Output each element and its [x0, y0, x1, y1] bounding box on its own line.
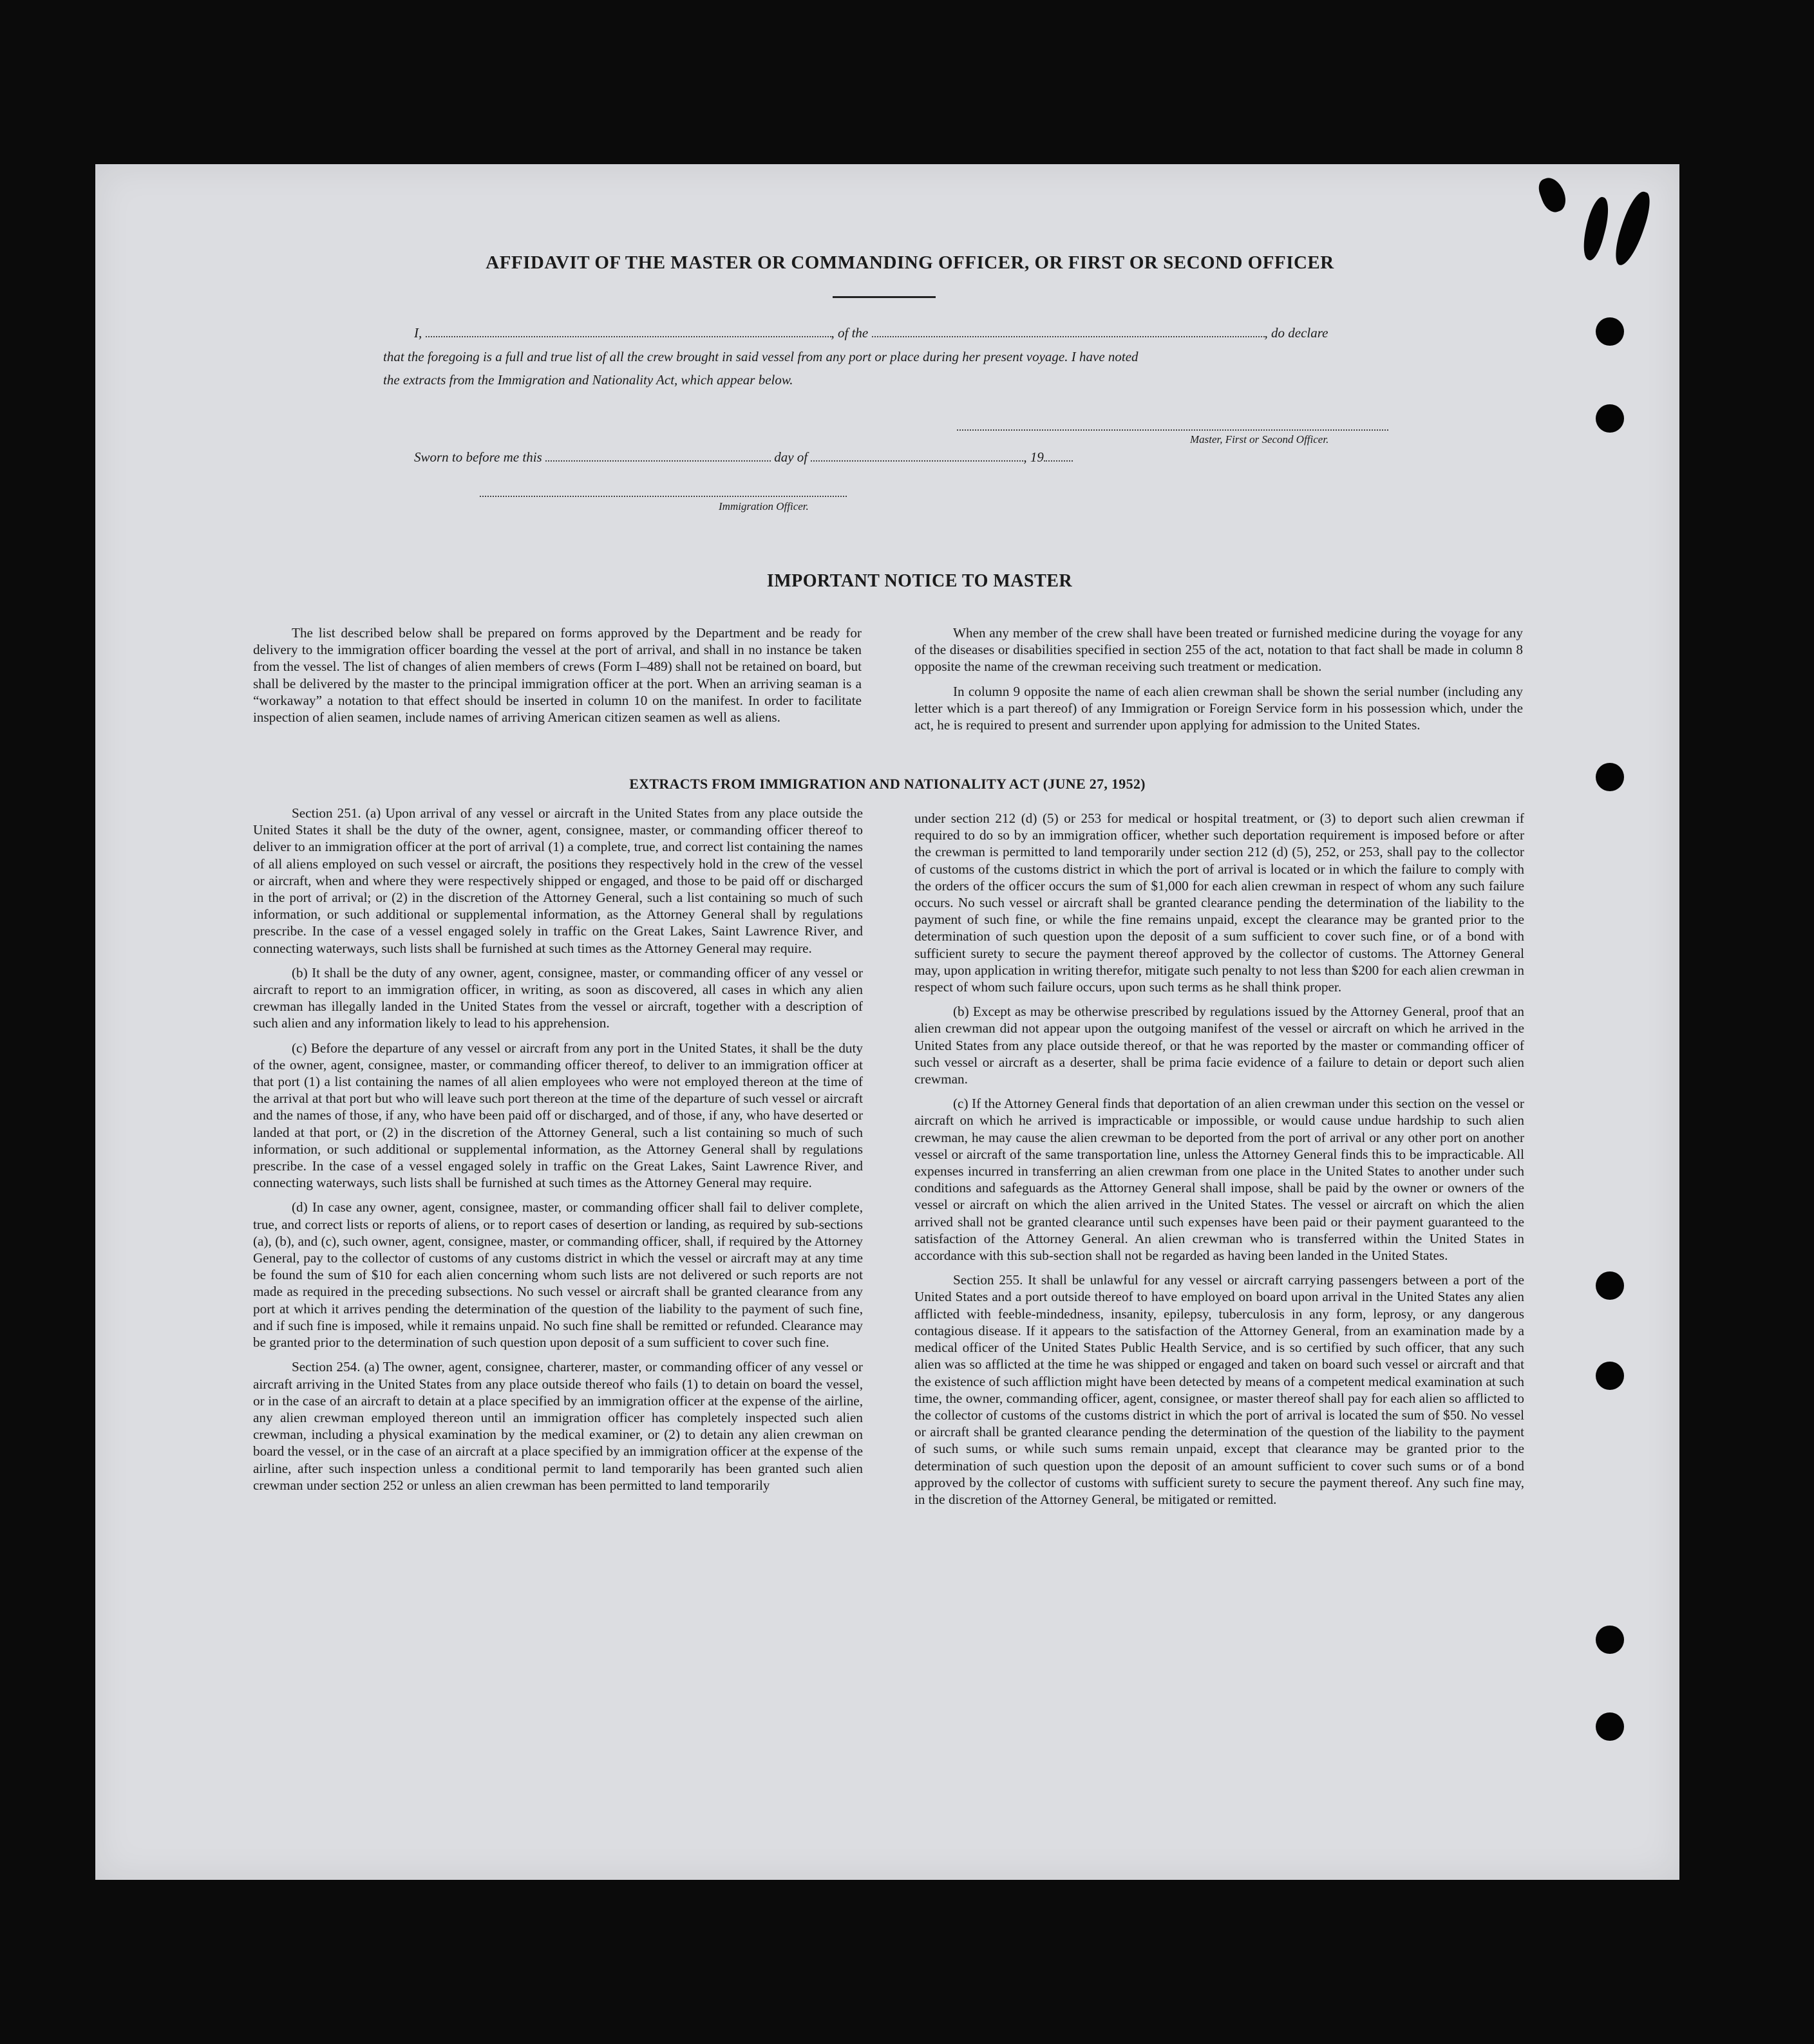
of-the-label: , of the [831, 325, 869, 341]
notice-left-column [253, 624, 862, 733]
statute-paragraph: Section 254. (a) The owner, agent, consignee, charterer, master, or commanding officer of any vessel or aircraft arriving in the United States from any place outside thereof who fails (1) to detain on board the vessel, or in the case of an aircraft to detain at a place specified by an immigration officer at the expense of the airline, any alien crewman employed thereon until an immigration officer has completely inspected such alien crewman, including a physical examination by the medical examiner, or (2) to detain any alien crewman on board the vessel, or in the case of an aircraft at a place specified by an immigration officer at the expense of the airline, after such inspection unless a conditional permit to land temporarily has been granted such alien crewman under section 252 or unless an alien crewman has been permitted to land temporarily [253, 1359, 863, 1493]
document-page [95, 164, 1679, 1880]
binder-hole [1596, 1362, 1624, 1390]
notice-right-column [914, 624, 1523, 741]
binder-hole [1596, 1626, 1624, 1654]
torn-corner-mark [1536, 174, 1570, 216]
day-of-label: day of [774, 449, 808, 465]
torn-edge-mark [1578, 195, 1614, 262]
binder-hole [1596, 1271, 1624, 1300]
immigration-officer-caption: Immigration Officer. [719, 500, 809, 512]
immigration-officer-signature-line[interactable] [480, 496, 847, 497]
do-declare-label: , do declare [1264, 325, 1328, 341]
sworn-day-field[interactable] [545, 460, 771, 462]
sworn-label: Sworn to before me this [414, 449, 542, 465]
binder-hole [1596, 317, 1624, 346]
declarant-name-field[interactable] [426, 336, 831, 337]
notice-title: IMPORTANT NOTICE TO MASTER [766, 571, 1073, 591]
statute-paragraph: (b) It shall be the duty of any owner, agent, consignee, master, or commanding officer of any vessel or aircraft to report to an immigration officer, in writing, as soon as discovered, all cases in which any alien crewman has illegally landed in the United States from the vessel or aircraft, together with a description of such alien and any information likely to lead to his apprehension. [253, 964, 863, 1031]
binder-hole [1596, 1712, 1624, 1741]
torn-edge-mark [1610, 189, 1654, 269]
statute-paragraph: (c) Before the departure of any vessel or aircraft from any port in the United States, it shall be the duty of the owner, agent, consignee, master, or commanding officer thereof, to deliver to an immigration officer at that port (1) a list containing the names of all alien employees who were not employed thereon at the time of the arrival at that port but who will leave such port thereon at the time of the departure of such vessel or aircraft and the names of those, if any, who have been paid off or discharged, and of those, if any, who have deserted or landed at that port, or (2) in the discretion of the Attorney General, such a list containing so much of such information, or such additional or supplemental information, as the Attorney General shall by regulations prescribe. In the case of a vessel engaged solely in traffic on the Great Lakes, Saint Lawrence River, and connecting waterways, such lists shall be furnished at such times as the Attorney General may require. [253, 1040, 863, 1191]
title-underline [833, 296, 936, 298]
sworn-month-field[interactable] [811, 460, 1023, 462]
vessel-name-field[interactable] [872, 336, 1265, 337]
extracts-title: EXTRACTS FROM IMMIGRATION AND NATIONALITY ACT (JUNE 27, 1952) [629, 776, 1146, 792]
notice-paragraph: In column 9 opposite the name of each alien crewman shall be shown the serial number (including any letter which is a part thereof) of any Immigration or Foreign Service form in his possession which, under the act, he is required to present and surrender upon applying for admission to the United States. [914, 683, 1523, 733]
sworn-year-field[interactable] [1044, 460, 1073, 462]
binder-hole [1596, 404, 1624, 433]
sworn-line [414, 449, 1251, 465]
affidavit-declaration-line [414, 325, 1483, 341]
notice-paragraph: The list described below shall be prepared on forms approved by the Department and be ready for delivery to the immigration officer boarding the vessel at the port of arrival, and shall in no instance be taken from the vessel. The list of changes of alien members of crews (Form I–489) shall not be retained on board, but shall be delivered by the master to the principal immigration officer at the port. When an arriving seaman is a “workaway” a notation to that effect should be inserted in column 10 on the manifest. In order to facilitate inspection of alien seamen, include names of arriving American citizen seamen as well as aliens. [253, 625, 862, 726]
statute-paragraph: Section 255. It shall be unlawful for any vessel or aircraft carrying passengers between a port of the United States and a port outside thereof to have employed on board upon arrival in the United States any alien afflicted with feeble-mindedness, insanity, epilepsy, tuberculosis in any form, leprosy, or any dangerous contagious disease. If it appears to the satisfaction of the Attorney General, from an examination made by a medical officer of the United States Public Health Service, and is so certified by such officer, that any such alien was so afflicted at the time he was shipped or engaged and taken on board such vessel or aircraft and that the existence of such affliction might have been detected by means of a competent medical examination at such time, the owner, commanding officer, agent, consignee, or master thereof shall pay for each alien so afflicted to the collector of customs of the customs district in which the port of arrival is located the sum of $50. No vessel or aircraft shall be granted clearance pending the determination of the question of the liability to the payment of such sums, or while such sums remain unpaid, except that clearance may be granted prior to the determination of such question upon the deposit of an amount sufficient to cover such sums or of a bond approved by the collector of customs with sufficient surety to secure the payment thereof. Any such fine may, in the discretion of the Attorney General, be mitigated or remitted. [914, 1272, 1524, 1507]
year-label: , 19 [1023, 449, 1044, 465]
notice-paragraph: When any member of the crew shall have been treated or furnished medicine during the voyage for any of the diseases or disabilities specified in section 255 of the act, notation to that fact shall be made in column 8 opposite the name of the crewman receiving such treatment or medication. [914, 625, 1523, 675]
statute-paragraph: (d) In case any owner, agent, consignee, master, or commanding officer shall fail to deliver complete, true, and correct lists or reports of aliens, or to report cases of desertion or landing, as required by sub-sections (a), (b), and (c), such owner, agent, consignee, master, or commanding officer, shall, if required by the Attorney General, pay to the collector of customs of any customs district in which the vessel or aircraft may at any time be found the sum of $10 for each alien concerning whom such lists are not delivered or such reports are not made as required in the preceding subsections. No such vessel or aircraft shall be granted clearance from any port at which it arrives pending the determination of the question of the liability to the payment of such fine, and if such fine is imposed, while it remains unpaid. No such fine shall be remitted or refunded. Clearance may be granted prior to the determination of such question upon deposit of a sum sufficient to cover such fine. [253, 1199, 863, 1351]
master-signature-line[interactable] [957, 429, 1388, 431]
affidavit-statement-line-1: that the foregoing is a full and true list of all the crew brought in said vessel from any port or place during her present voyage. I have noted [383, 349, 1138, 364]
statute-paragraph: Section 251. (a) Upon arrival of any vessel or aircraft in the United States from any place outside the United States it shall be the duty of the owner, agent, consignee, master, or commanding officer thereof to deliver to an immigration officer at the port of arrival (1) a complete, true, and correct list containing the names of all aliens employed on such vessel or aircraft, the positions they respectively hold in the crew of the vessel or aircraft, when and where they were respectively shipped or engaged, and those to be paid off or discharged in the port of arrival; or (2) in the discretion of the Attorney General, such a list containing so much of such information, or such additional or supplemental information, as the Attorney General shall by regulations prescribe. In the case of a vessel engaged solely in traffic on the Great Lakes, Saint Lawrence River, and connecting waterways, such lists shall be furnished at such times as the Attorney General may require. [253, 805, 863, 956]
affidavit-title: AFFIDAVIT OF THE MASTER OR COMMANDING OFFICER, OR FIRST OR SECOND OFFICER [486, 252, 1334, 273]
declarant-label: I, [414, 325, 422, 341]
statute-paragraph: under section 212 (d) (5) or 253 for medical or hospital treatment, or (3) to deport such alien crewman if required to do so by an immigration officer, whether such deportation requirement is imposed before or after the crewman is permitted to land temporarily under section 212 (d) (5), 252, or 253, shall pay to the collector of customs of the customs district in which the port of arrival is located or in which the failure to comply with the orders of the officer occurs the sum of $1,000 for each alien crewman in respect of whom any such failure occurs. No such vessel or aircraft shall be granted clearance pending the determination of the liability to the payment of such fine, or while the fine remains unpaid, except the clearance may be granted prior to the determination of such question upon the deposit of a sum sufficient to cover such fine, or of a bond with sufficient surety to secure the payment thereof approved by the collector of customs. The Attorney General may, upon application in writing therefor, mitigate such penalty to not less than $200 for each alien crewman in respect of whom such failure occurs, upon such terms as he shall think proper. [914, 811, 1524, 995]
affidavit-statement-line-2: the extracts from the Immigration and Nationality Act, which appear below. [383, 372, 793, 388]
statute-paragraph: (b) Except as may be otherwise prescribed by regulations issued by the Attorney General, proof that an alien crewman did not appear upon the outgoing manifest of the vessel or aircraft on which he arrived in the United States from any place outside thereof, or that he was reported by the master or commanding officer of such vessel or aircraft as a deserter, shall be prima facie evidence of a failure to detain or deport such alien crewman. [914, 1004, 1524, 1087]
extracts-right-column [914, 810, 1524, 1515]
extracts-left-column [253, 805, 863, 1501]
binder-hole [1596, 763, 1624, 791]
master-signature-caption: Master, First or Second Officer. [1190, 433, 1329, 445]
statute-paragraph: (c) If the Attorney General finds that deportation of an alien crewman under this section on the vessel or aircraft on which he arrived is impracticable or impossible, or would cause undue hardship to such alien crewman, he may cause the alien crewman to be deported from the port of arrival or any other port on another vessel or aircraft of the same transportation line, unless the Attorney General finds this to be impracticable. All expenses incurred in transferring an alien crewman from one place in the United States to another under such conditions and safeguards as the Attorney General shall impose, shall be paid by the owner or owners of the vessel or aircraft on which the alien arrived in the United States. The vessel or aircraft on which the alien arrived shall not be granted clearance until such expenses have been paid or their payment guaranteed to the satisfaction of the Attorney General. An alien crewman who is transferred within the United States in accordance with this sub-section shall not be regarded as having been landed in the United States. [914, 1096, 1524, 1264]
